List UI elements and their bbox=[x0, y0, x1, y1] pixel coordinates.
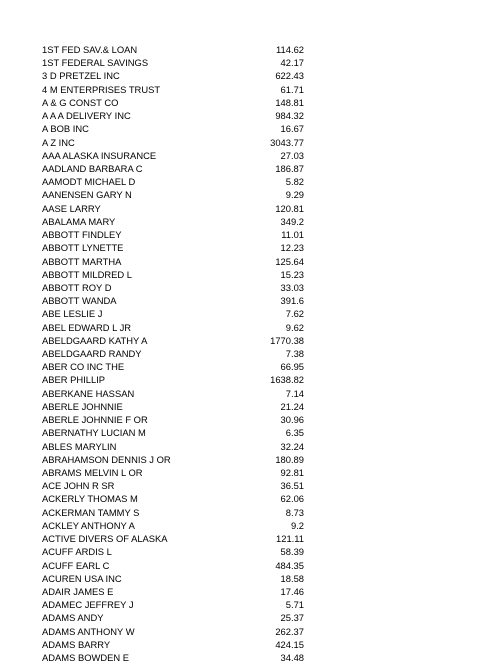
amount-value: 12.23 bbox=[280, 242, 304, 254]
table-row bbox=[42, 387, 304, 400]
payee-name: ACUREN USA INC bbox=[42, 572, 122, 584]
table-row bbox=[42, 215, 304, 228]
amount-value: 61.71 bbox=[280, 83, 304, 95]
payee-name: A BOB INC bbox=[42, 123, 89, 135]
payee-name: ACKERLY THOMAS M bbox=[42, 493, 138, 505]
table-row bbox=[42, 413, 304, 426]
amount-value: 58.39 bbox=[280, 546, 304, 558]
payee-name: ABELDGAARD RANDY bbox=[42, 348, 142, 360]
table-row bbox=[42, 255, 304, 268]
table-row bbox=[42, 373, 304, 386]
payee-name: AADLAND BARBARA C bbox=[42, 162, 143, 174]
payee-name: ADAMS BARRY bbox=[42, 638, 111, 650]
table-row bbox=[42, 625, 304, 638]
payee-name: ABBOTT MILDRED L bbox=[42, 268, 132, 280]
amount-value: 11.01 bbox=[281, 229, 304, 241]
amount-value: 121.11 bbox=[276, 533, 304, 545]
payee-name: ACUFF EARL C bbox=[42, 559, 110, 571]
table-row bbox=[42, 83, 304, 96]
amount-value: 6.35 bbox=[285, 427, 304, 439]
table-row bbox=[42, 559, 304, 572]
table-row bbox=[42, 334, 304, 347]
table-row bbox=[42, 281, 304, 294]
table-row bbox=[42, 149, 304, 162]
table-row bbox=[42, 162, 304, 175]
amount-value: 984.32 bbox=[275, 110, 304, 122]
amount-value: 92.81 bbox=[280, 467, 304, 478]
payee-name: ABERNATHY LUCIAN M bbox=[42, 427, 146, 439]
ledger-body bbox=[42, 43, 304, 664]
table-row bbox=[42, 519, 304, 532]
table-row bbox=[42, 572, 304, 585]
payee-name: 1ST FEDERAL SAVINGS bbox=[42, 57, 149, 69]
amount-value: 36.51 bbox=[280, 480, 304, 492]
table-row bbox=[42, 585, 304, 598]
payee-name: ACTIVE DIVERS OF ALASKA bbox=[42, 533, 168, 545]
table-row bbox=[42, 479, 304, 492]
table-row bbox=[42, 440, 304, 453]
payee-name: ABRAHAMSON DENNIS J OR bbox=[42, 453, 171, 465]
amount-value: 17.46 bbox=[280, 585, 304, 597]
table-row bbox=[42, 466, 304, 479]
payee-name: ABLES MARYLIN bbox=[42, 440, 117, 452]
amount-value: 180.89 bbox=[275, 453, 304, 465]
amount-value: 16.67 bbox=[280, 123, 304, 135]
amount-value: 120.81 bbox=[275, 202, 304, 214]
amount-value: 9.62 bbox=[285, 321, 304, 333]
amount-value: 34.48 bbox=[280, 652, 304, 664]
amount-value: 148.81 bbox=[275, 96, 304, 108]
table-row bbox=[42, 453, 304, 466]
amount-value: 9.29 bbox=[285, 189, 304, 201]
payee-name: ABBOTT LYNETTE bbox=[42, 242, 124, 254]
table-row bbox=[42, 175, 304, 188]
amount-value: 27.03 bbox=[280, 149, 304, 161]
table-row bbox=[42, 492, 304, 505]
amount-value: 25.37 bbox=[280, 612, 304, 624]
table-row bbox=[42, 426, 304, 439]
amount-value: 42.17 bbox=[280, 57, 304, 69]
amount-value: 3043.77 bbox=[270, 136, 304, 148]
payee-name: 4 M ENTERPRISES TRUST bbox=[42, 83, 161, 95]
table-row bbox=[42, 400, 304, 413]
amount-value: 66.95 bbox=[280, 361, 304, 373]
amount-value: 1770.38 bbox=[270, 334, 304, 346]
payee-name: ABE LESLIE J bbox=[42, 308, 103, 320]
table-row bbox=[42, 532, 304, 545]
payee-name: ABBOTT WANDA bbox=[42, 295, 117, 307]
table-row bbox=[42, 506, 304, 519]
payee-name: ADAMEC JEFFREY J bbox=[42, 599, 134, 611]
amount-value: 391.6 bbox=[280, 295, 304, 307]
amount-value: 15.23 bbox=[280, 268, 304, 280]
payee-name: 3 D PRETZEL INC bbox=[42, 70, 120, 82]
table-row bbox=[42, 122, 304, 135]
table-row bbox=[42, 188, 304, 201]
amount-value: 7.62 bbox=[285, 308, 304, 320]
payee-name: A & G CONST CO bbox=[42, 96, 119, 108]
amount-value: 262.37 bbox=[275, 625, 304, 637]
amount-value: 7.38 bbox=[285, 348, 304, 360]
payee-name: ABBOTT ROY D bbox=[42, 281, 112, 293]
payee-name: ADAMS BOWDEN E bbox=[42, 652, 129, 664]
table-row bbox=[42, 598, 304, 611]
payee-name: ABERKANE HASSAN bbox=[42, 387, 135, 399]
payee-name: ACKERMAN TAMMY S bbox=[42, 506, 140, 518]
amount-value: 8.73 bbox=[285, 506, 304, 518]
amount-value: 7.14 bbox=[285, 387, 304, 399]
payee-name: AAA ALASKA INSURANCE bbox=[42, 149, 157, 161]
amount-value: 18.58 bbox=[280, 572, 304, 584]
amount-value: 9.2 bbox=[290, 519, 304, 531]
amount-value: 622.43 bbox=[275, 70, 304, 82]
payee-name: ABER CO INC THE bbox=[42, 361, 125, 373]
amount-value: 186.87 bbox=[275, 162, 304, 174]
payee-name: ACKLEY ANTHONY A bbox=[42, 519, 135, 531]
table-row bbox=[42, 347, 304, 360]
table-row bbox=[42, 96, 304, 109]
payee-name: ADAMS ANDY bbox=[42, 612, 104, 624]
amount-value: 21.24 bbox=[280, 400, 304, 412]
payee-name: ABERLE JOHNNIE F OR bbox=[42, 414, 148, 426]
payee-name: AANENSEN GARY N bbox=[42, 189, 132, 201]
payee-name: ABER PHILLIP bbox=[42, 374, 106, 386]
amount-value: 114.62 bbox=[276, 44, 304, 55]
payee-name: ABEL EDWARD L JR bbox=[42, 321, 132, 333]
payee-name: AAMODT MICHAEL D bbox=[42, 176, 136, 188]
payee-name: ABELDGAARD KATHY A bbox=[42, 334, 148, 346]
payee-name: A Z INC bbox=[42, 136, 75, 148]
amount-value: 5.71 bbox=[285, 599, 304, 611]
payee-name: 1ST FED SAV.& LOAN bbox=[42, 44, 138, 55]
payee-name: ACUFF ARDIS L bbox=[42, 546, 112, 558]
table-row bbox=[42, 268, 304, 281]
amount-value: 424.15 bbox=[275, 638, 304, 650]
payee-name: ABBOTT MARTHA bbox=[42, 255, 122, 267]
table-row bbox=[42, 202, 304, 215]
payee-name: ABRAMS MELVIN L OR bbox=[42, 467, 143, 478]
table-row bbox=[42, 69, 304, 82]
payee-name: ADAMS ANTHONY W bbox=[42, 625, 135, 637]
amount-value: 32.24 bbox=[280, 440, 304, 452]
amount-value: 62.06 bbox=[280, 493, 304, 505]
table-row bbox=[42, 545, 304, 558]
payee-name: ABALAMA MARY bbox=[42, 215, 116, 227]
payee-name: A A A DELIVERY INC bbox=[42, 110, 131, 122]
amount-value: 484.35 bbox=[275, 559, 304, 571]
table-row bbox=[42, 109, 304, 122]
table-row bbox=[42, 307, 304, 320]
table-row bbox=[42, 136, 304, 149]
payee-name: ABBOTT FINDLEY bbox=[42, 229, 122, 241]
payee-name: ACE JOHN R SR bbox=[42, 480, 115, 492]
payee-name: ADAIR JAMES E bbox=[42, 585, 114, 597]
table-row bbox=[42, 228, 304, 241]
table-row bbox=[42, 241, 304, 254]
amount-value: 30.96 bbox=[280, 414, 304, 426]
table-row bbox=[42, 56, 304, 69]
amount-value: 1638.82 bbox=[270, 374, 304, 386]
amount-value: 125.64 bbox=[275, 255, 304, 267]
ledger-table bbox=[42, 43, 304, 664]
table-row bbox=[42, 651, 304, 664]
table-row bbox=[42, 611, 304, 624]
amount-value: 5.82 bbox=[285, 176, 304, 188]
amount-value: 33.03 bbox=[280, 281, 304, 293]
payee-name: AASE LARRY bbox=[42, 202, 101, 214]
amount-value: 349.2 bbox=[280, 215, 304, 227]
table-row bbox=[42, 43, 304, 56]
table-row bbox=[42, 294, 304, 307]
table-row bbox=[42, 321, 304, 334]
payee-name: ABERLE JOHNNIE bbox=[42, 400, 123, 412]
table-row bbox=[42, 360, 304, 373]
